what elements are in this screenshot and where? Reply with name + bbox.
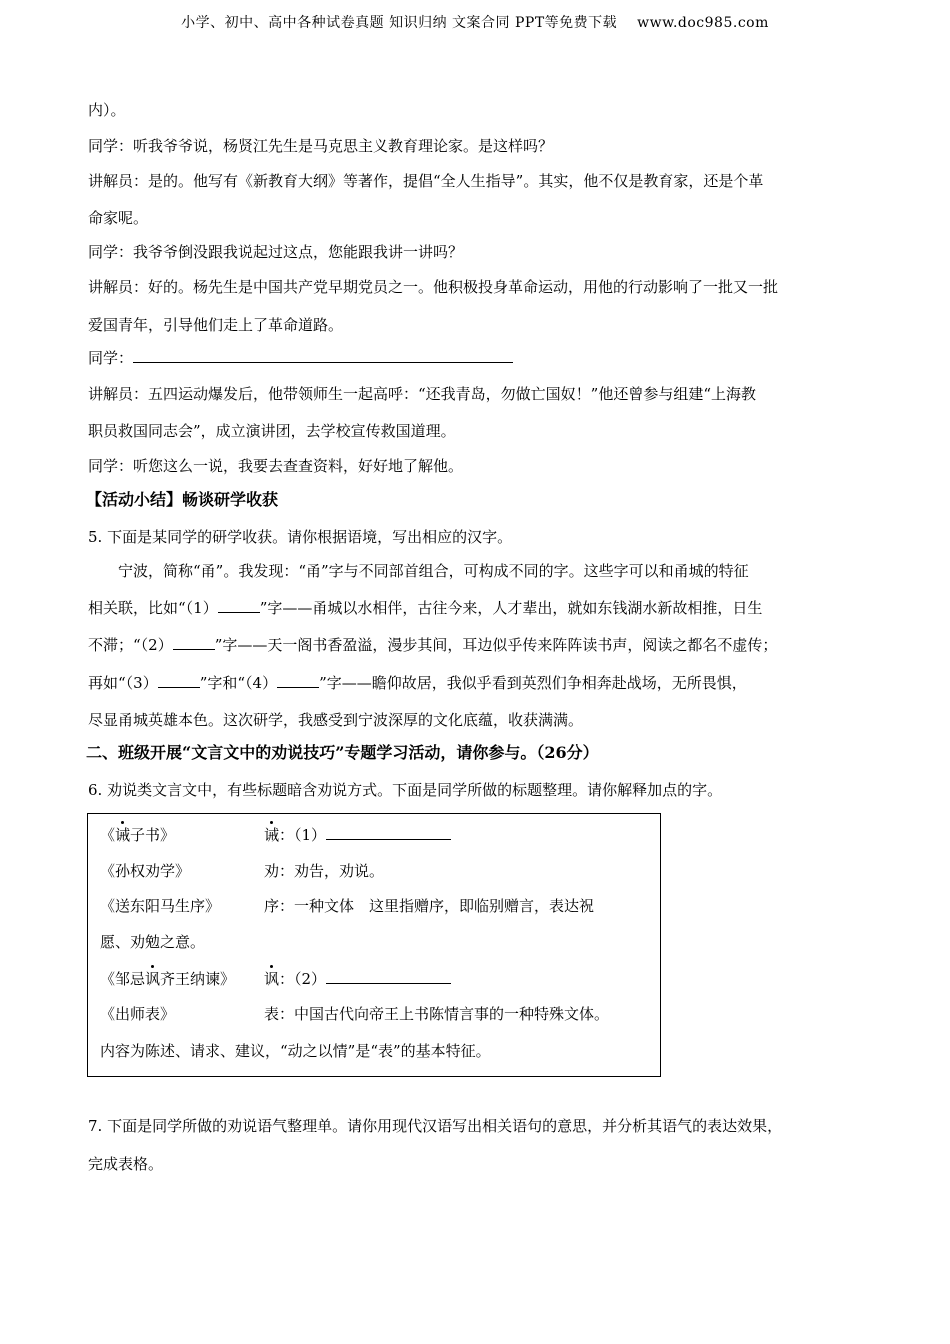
blank-3[interactable] bbox=[158, 673, 200, 688]
dotted-char: 讽 bbox=[145, 970, 161, 988]
dialogue-line: 同学：听您这么一说，我要去查查资料，好好地了解他。 bbox=[88, 457, 464, 475]
q6-prompt: 6. 劝说类文言文中，有些标题暗含劝说方式。下面是同学所做的标题整理。请你解释加点的字。 bbox=[88, 781, 723, 799]
blank-6-1[interactable] bbox=[326, 825, 451, 840]
dialogue-line: 讲解员：五四运动爆发后，他带领师生一起高呼：“还我青岛，勿做亡国奴！”他还曾参与组建“上海教 bbox=[88, 385, 757, 403]
definition-cont: 内容为陈述、请求、建议，“动之以情”是“表”的基本特征。 bbox=[100, 1042, 491, 1060]
title-text: 《邹忌 bbox=[100, 970, 146, 988]
summary-heading: 【活动小结】畅谈研学收获 bbox=[86, 490, 279, 509]
dialogue-line: 讲解员：是的。他写有《新教育大纲》等著作，提倡“全人生指导”。其实，他不仅是教育家，还是个革 bbox=[88, 172, 764, 190]
definition-cell: 表：中国古代向帝王上书陈情言事的一种特殊文体。 bbox=[264, 1005, 610, 1023]
q5-text: ”字——天一阁书香盈溢，漫步其间，耳边似乎传来阵阵读书声，阅读之都名不虚传； bbox=[214, 636, 778, 654]
q5-text: ”字——甬城以水相伴，古往今来，人才辈出，就如东钱湖水新故相推，日生 bbox=[259, 599, 763, 617]
speaker-label: 同学： bbox=[88, 349, 134, 367]
definition-text: ：（2） bbox=[279, 970, 327, 988]
blank-1[interactable] bbox=[218, 598, 260, 613]
header-site: www.doc985.com bbox=[637, 15, 769, 31]
dialogue-line: 同学：听我爷爷说，杨贤江先生是马克思主义教育理论家。是这样吗？ bbox=[88, 137, 554, 155]
definition-cell: 劝：劝告，劝说。 bbox=[264, 862, 385, 880]
answer-blank[interactable] bbox=[133, 348, 513, 363]
dotted-char: 讽 bbox=[264, 970, 280, 988]
definition-text: ：（1） bbox=[279, 826, 327, 844]
title-cell bbox=[100, 969, 235, 989]
title-cell: 《出师表》 bbox=[100, 1005, 176, 1023]
q5-paragraph-line bbox=[88, 673, 747, 693]
dialogue-line-blank bbox=[88, 348, 513, 368]
title-text: 《 bbox=[100, 826, 116, 844]
q7-prompt: 7. 下面是同学所做的劝说语气整理单。请你用现代汉语写出相关语句的意思，并分析其语气的表达效果， bbox=[88, 1117, 783, 1135]
q5-text: 再如“（3） bbox=[88, 674, 158, 692]
dialogue-line: 命家呢。 bbox=[88, 209, 149, 227]
q5-paragraph-line: 尽显甬城英雄本色。这次研学，我感受到宁波深厚的文化底蕴，收获满满。 bbox=[88, 711, 584, 729]
q5-prompt: 5. 下面是某同学的研学收获。请你根据语境，写出相应的汉字。 bbox=[88, 528, 513, 546]
definition-cell bbox=[264, 969, 451, 989]
definition-cell bbox=[264, 825, 451, 845]
q5-paragraph-line bbox=[88, 598, 762, 618]
dialogue-line: 内）。 bbox=[88, 101, 126, 119]
dotted-char: 诫 bbox=[264, 826, 280, 844]
blank-4[interactable] bbox=[277, 673, 319, 688]
definition-cell: 序：一种文体 这里指赠序，即临别赠言，表达祝 bbox=[264, 897, 595, 915]
title-cell: 《送东阳马生序》 bbox=[100, 897, 221, 915]
q5-text: ”字——瞻仰故居，我似乎看到英烈们争相奔赴战场，无所畏惧， bbox=[319, 674, 747, 692]
dialogue-line: 讲解员：好的。杨先生是中国共产党早期党员之一。他积极投身革命运动，用他的行动影响了一批又一批 bbox=[88, 278, 779, 296]
q5-text: 相关联，比如“（1） bbox=[88, 599, 218, 617]
section2-heading: 二、班级开展“文言文中的劝说技巧”专题学习活动，请你参与。（26分） bbox=[86, 743, 599, 762]
definition-cont: 愿、劝勉之意。 bbox=[100, 933, 206, 951]
dialogue-line: 同学：我爷爷倒没跟我说起过这点，您能跟我讲一讲吗？ bbox=[88, 243, 464, 261]
page-header bbox=[0, 12, 950, 32]
dialogue-line: 爱国青年，引导他们走上了革命道路。 bbox=[88, 316, 344, 334]
dotted-char: 诫 bbox=[115, 826, 131, 844]
title-text: 子书》 bbox=[130, 826, 176, 844]
dialogue-line: 职员救国同志会”，成立演讲团，去学校宣传救国道理。 bbox=[88, 422, 456, 440]
title-text: 齐王纳谏》 bbox=[160, 970, 236, 988]
q5-paragraph-line: 宁波，简称“甬”。我发现：“甬”字与不同部首组合，可构成不同的字。这些字可以和甬城的特征 bbox=[118, 562, 749, 580]
blank-2[interactable] bbox=[173, 635, 215, 650]
q5-paragraph-line bbox=[88, 635, 777, 655]
q5-text: ”字和“（4） bbox=[199, 674, 278, 692]
q7-prompt-cont: 完成表格。 bbox=[88, 1155, 164, 1173]
q5-text: 不滞；“（2） bbox=[88, 636, 173, 654]
blank-6-2[interactable] bbox=[326, 969, 451, 984]
q6-title-table bbox=[87, 813, 661, 1077]
title-cell: 《孙权劝学》 bbox=[100, 862, 191, 880]
title-cell bbox=[100, 825, 175, 845]
header-text: 小学、初中、高中各种试卷真题 知识归纳 文案合同 PPT等免费下载 bbox=[181, 15, 618, 31]
